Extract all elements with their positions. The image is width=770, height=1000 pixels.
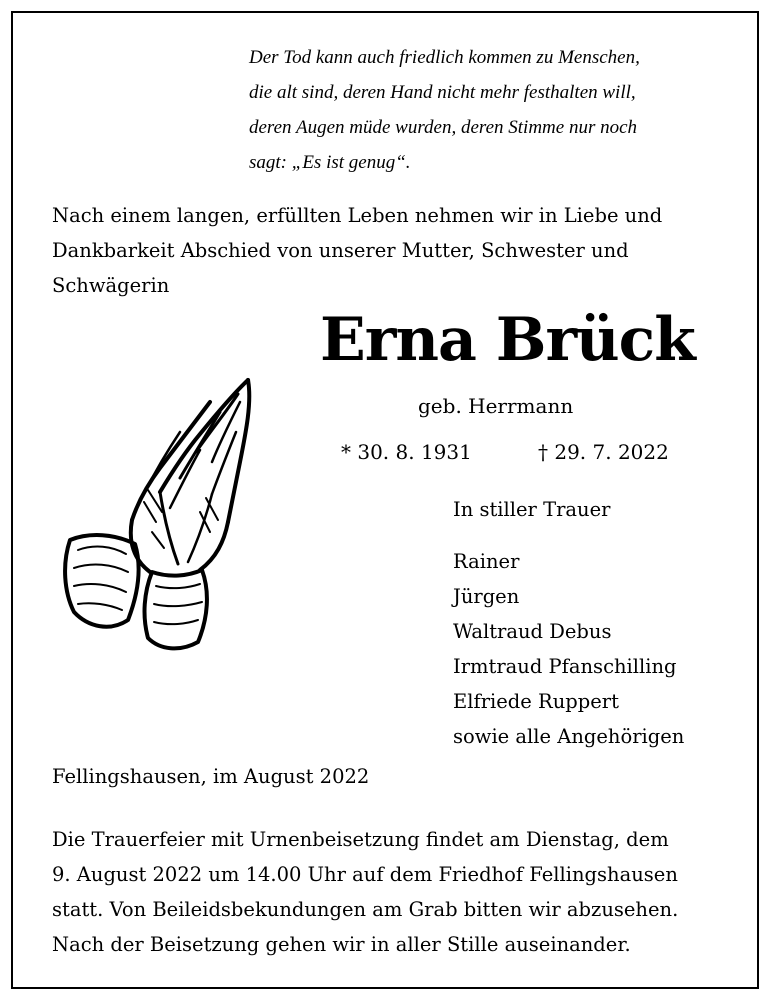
mourner-name: sowie alle Angehörigen	[453, 725, 685, 748]
intro-text	[52, 198, 662, 303]
mourner-name: Jürgen	[453, 585, 520, 608]
intro-line: Dankbarkeit Abschied von unserer Mutter, Schwester und	[52, 239, 629, 262]
place-date: Fellingshausen, im August 2022	[52, 765, 370, 788]
mourner-name: Rainer	[453, 550, 520, 573]
quote-line: sagt: „Es ist genug“.	[249, 152, 411, 173]
ceremony-text	[52, 822, 678, 962]
mourning-line: In stiller Trauer	[453, 498, 611, 521]
ceremony-line: 9. August 2022 um 14.00 Uhr auf dem Friedhof Fellingshausen	[52, 863, 678, 886]
death-date: † 29. 7. 2022	[538, 440, 669, 464]
mourner-name: Irmtraud Pfanschilling	[453, 655, 677, 678]
quote-line: die alt sind, deren Hand nicht mehr festhalten will,	[249, 82, 636, 103]
birth-date: * 30. 8. 1931	[341, 440, 472, 464]
deceased-name: Erna Brück	[320, 305, 695, 375]
ceremony-line: Nach der Beisetzung gehen wir in aller Stille auseinander.	[52, 933, 631, 956]
quote-block	[249, 40, 640, 180]
mourner-name: Elfriede Ruppert	[453, 690, 619, 713]
praying-hands-icon	[60, 372, 260, 657]
quote-line: Der Tod kann auch friedlich kommen zu Menschen,	[249, 47, 640, 68]
mourners-list	[453, 544, 684, 754]
ceremony-line: Die Trauerfeier mit Urnenbeisetzung findet am Dienstag, dem	[52, 828, 669, 851]
birth-name: geb. Herrmann	[418, 394, 574, 418]
ceremony-line: statt. Von Beileidsbekundungen am Grab bitten wir abzusehen.	[52, 898, 679, 921]
intro-line: Schwägerin	[52, 274, 170, 297]
intro-line: Nach einem langen, erfüllten Leben nehmen wir in Liebe und	[52, 204, 663, 227]
quote-line: deren Augen müde wurden, deren Stimme nur noch	[249, 117, 638, 138]
mourner-name: Waltraud Debus	[453, 620, 612, 643]
